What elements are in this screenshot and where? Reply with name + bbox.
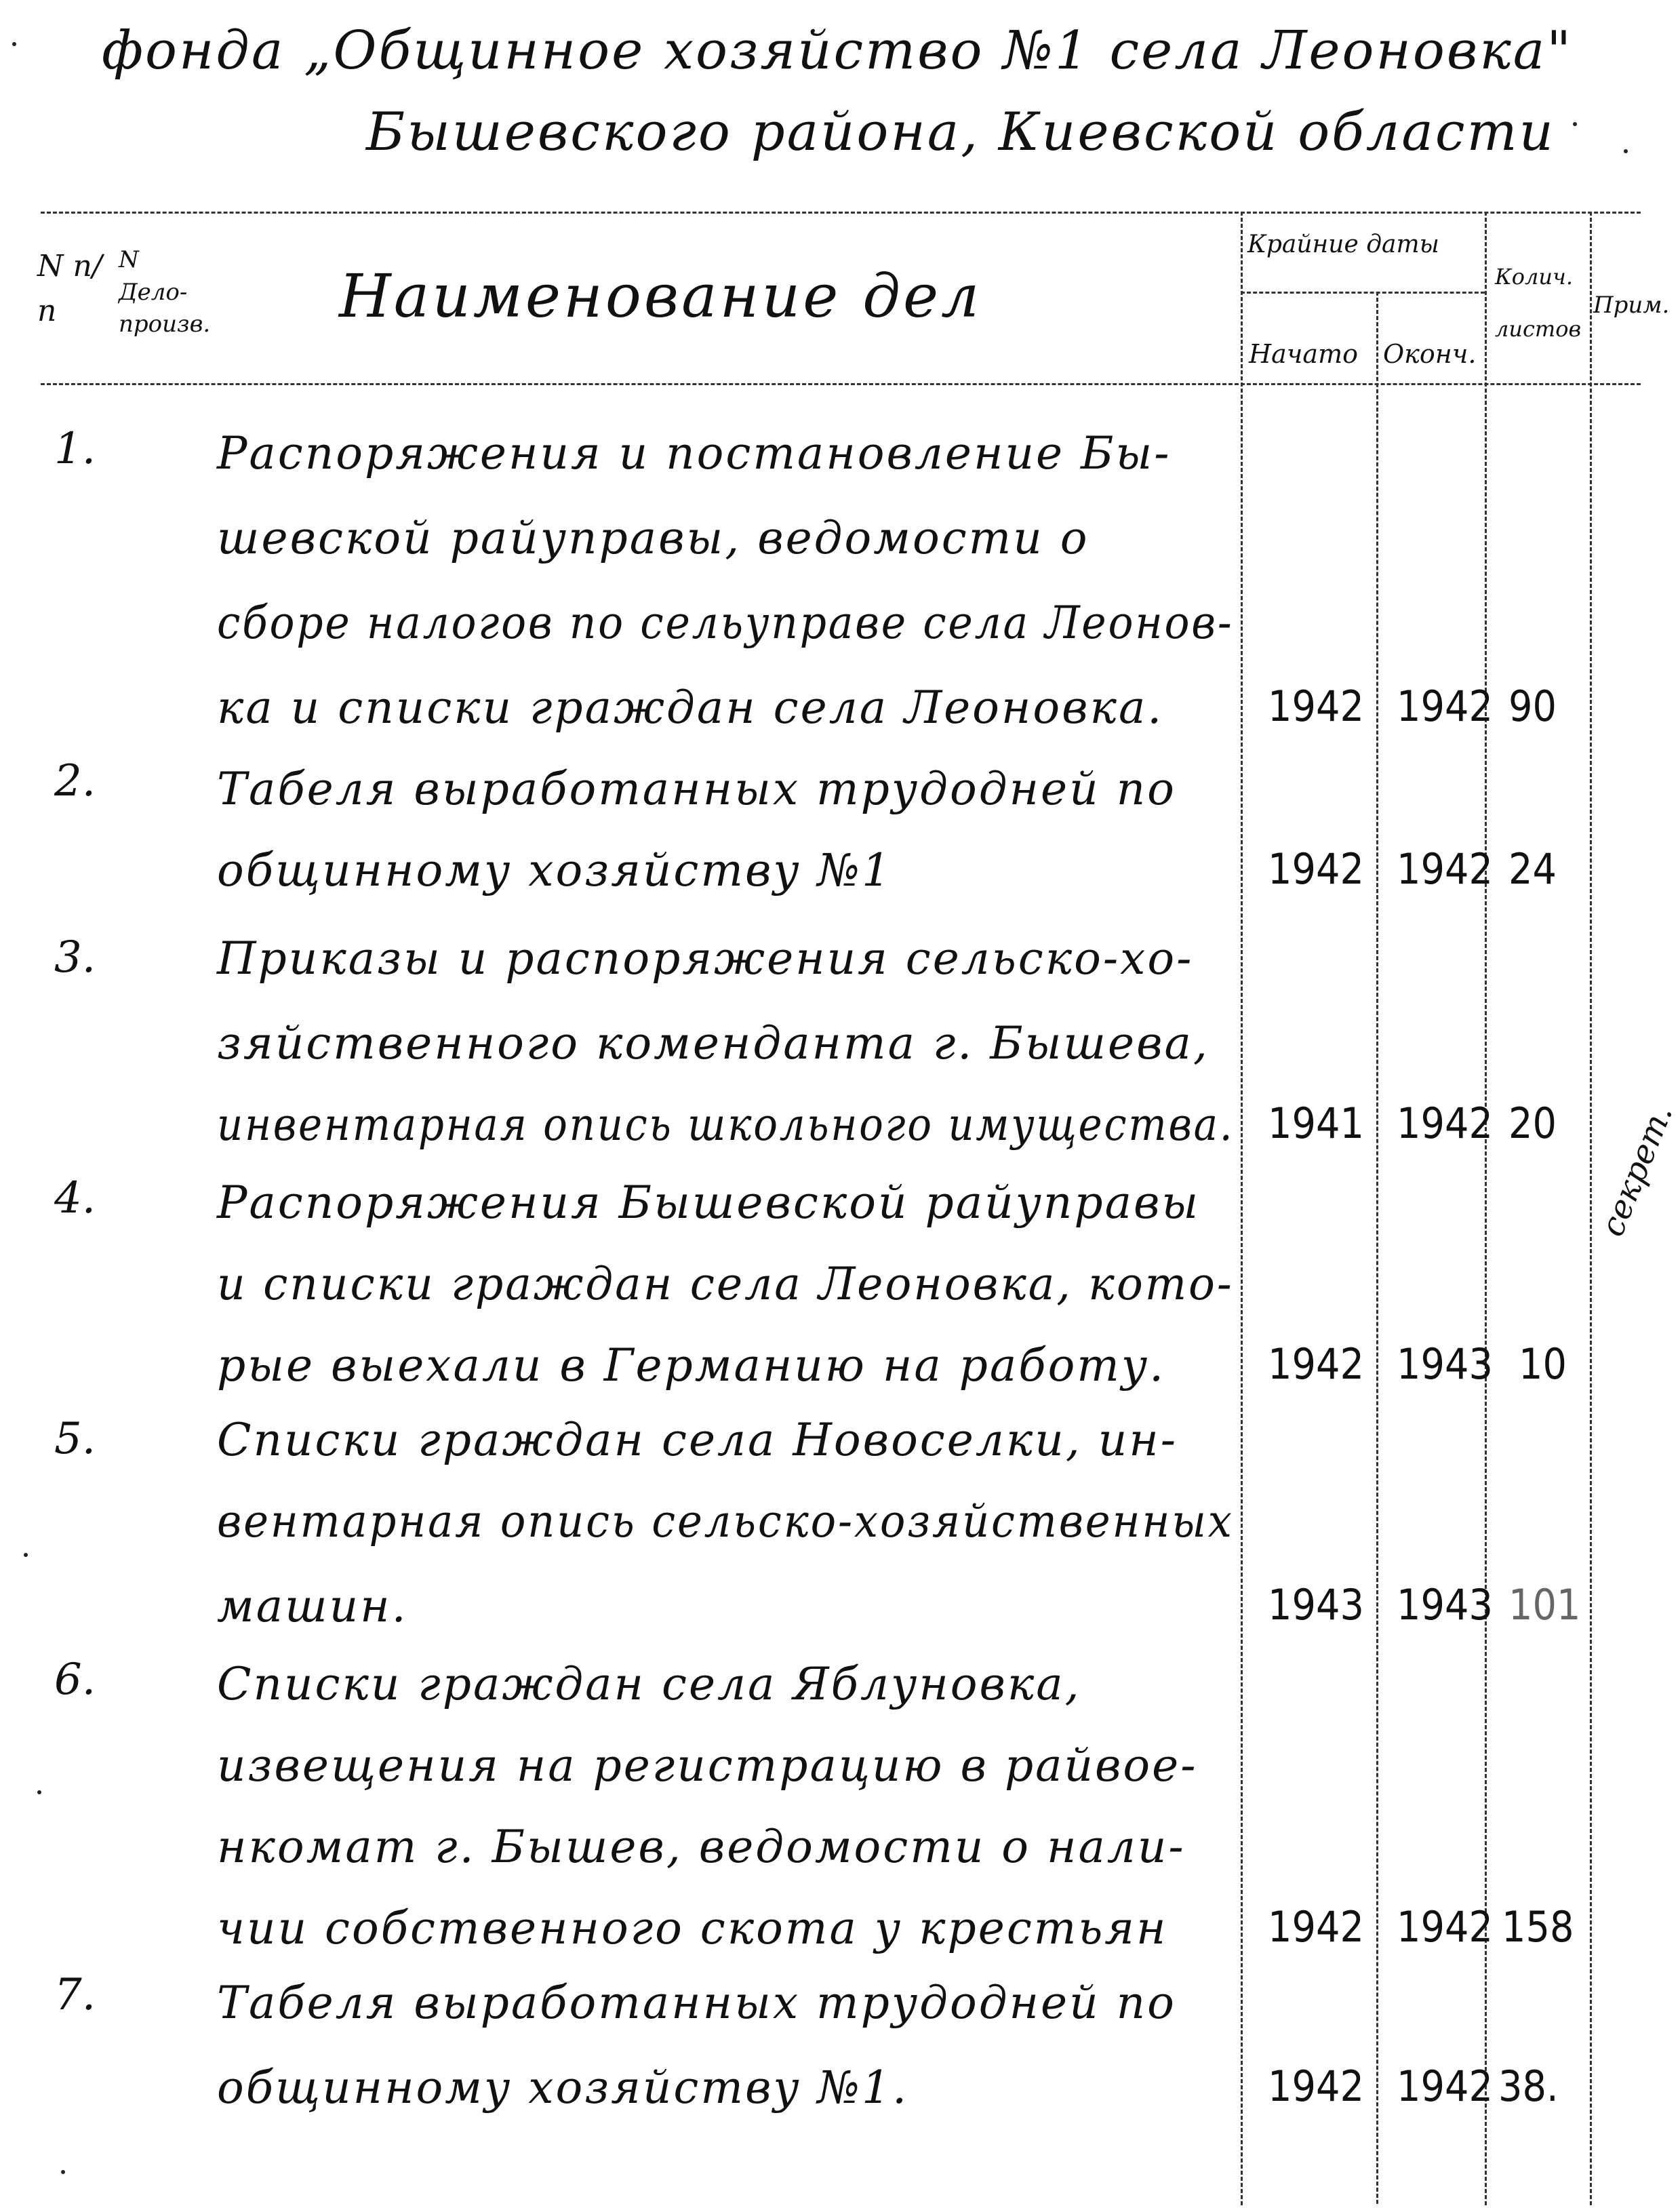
scan-speck (37, 1790, 41, 1794)
row-2-end: 1942 (1397, 844, 1493, 894)
table-top-rule (41, 212, 1641, 214)
row-5-line-3: машин. (217, 1580, 408, 1632)
row-5-line-2: вентарная опись сельско-хозяйственных (217, 1495, 1234, 1547)
scan-speck (24, 1553, 28, 1557)
row-1-line-1: Распоряжения и постановление Бы- (217, 427, 1172, 479)
row-1-number: 1. (54, 424, 96, 474)
row-7-line-2: общинному хозяйству №1. (217, 2061, 909, 2114)
row-4-line-1: Распоряжения Бышевской райуправы (217, 1177, 1201, 1229)
col-note: Прим. (1593, 292, 1670, 319)
margin-note: секрет. (1593, 1099, 1680, 1242)
row-1-end: 1942 (1397, 682, 1493, 731)
row-1-line-2: шевской райуправы, ведомости о (217, 512, 1089, 564)
row-2-sheets: 24 (1508, 844, 1557, 894)
row-2-line-2: общинному хозяйству №1 (217, 844, 893, 896)
row-6-start: 1942 (1268, 1902, 1364, 1952)
row-3-line-2: зяйственного коменданта г. Бышева, (217, 1017, 1209, 1069)
col-dates: Крайние даты (1247, 231, 1439, 258)
row-2-number: 2. (54, 756, 96, 806)
row-6-sheets: 158 (1502, 1902, 1574, 1952)
row-6-end: 1942 (1397, 1902, 1493, 1952)
row-5-sheets: 101 (1508, 1580, 1581, 1630)
row-6-line-2: извещения на регистрацию в райвое- (217, 1739, 1198, 1792)
scan-speck (61, 2170, 65, 2174)
row-3-start: 1941 (1268, 1099, 1364, 1148)
row-4-sheets: 10 (1519, 1339, 1567, 1389)
row-3-number: 3. (54, 932, 96, 983)
scan-speck (12, 42, 16, 46)
col-start: Начато (1249, 339, 1358, 369)
row-4-line-3: рые выехали в Германию на работу. (217, 1339, 1166, 1392)
row-1-start: 1942 (1268, 682, 1364, 731)
col-end: Оконч. (1383, 339, 1477, 369)
row-6-line-4: чии собственного скота у крестьян (217, 1902, 1168, 1954)
fond-title: фонда „Общинное хозяйство №1 села Леоновка" (102, 20, 1574, 81)
col-num-delo: N Дело-произв. (119, 246, 211, 338)
dates-sub-rule (1241, 292, 1485, 294)
row-5-number: 5. (54, 1414, 96, 1464)
header-bottom-rule (41, 383, 1641, 385)
row-7-start: 1942 (1268, 2061, 1364, 2111)
fond-region: Бышевского района, Киевской области (366, 102, 1555, 163)
row-1-sheets: 90 (1508, 682, 1557, 731)
col-count: Колич. листов (1495, 264, 1582, 342)
row-3-line-1: Приказы и распоряжения сельско-хо- (217, 932, 1194, 985)
scan-speck (1573, 122, 1577, 126)
row-6-number: 6. (54, 1655, 96, 1705)
row-2-line-1: Табеля выработанных трудодней по (217, 763, 1176, 815)
row-4-number: 4. (54, 1173, 96, 1223)
col-num-pp: N п/п (37, 249, 102, 328)
row-7-end: 1942 (1397, 2061, 1493, 2111)
row-2-start: 1942 (1268, 844, 1364, 894)
row-7-number: 7. (54, 1970, 96, 2020)
col-name: Наименование дел (339, 261, 982, 331)
row-7-sheets: 38. (1498, 2061, 1559, 2111)
row-3-line-3: инвентарная опись школьного имущества. (217, 1099, 1235, 1151)
row-4-start: 1942 (1268, 1339, 1364, 1389)
row-5-line-1: Списки граждан села Новоселки, ин- (217, 1414, 1178, 1466)
row-4-end: 1943 (1397, 1339, 1493, 1389)
row-5-start: 1943 (1268, 1580, 1364, 1630)
row-3-sheets: 20 (1508, 1099, 1557, 1148)
row-1-line-3: сборе налогов по сельуправе села Леонов- (217, 597, 1234, 649)
row-4-line-2: и списки граждан села Леоновка, кото- (217, 1258, 1234, 1310)
scan-speck (1624, 149, 1628, 153)
row-3-end: 1942 (1397, 1099, 1493, 1148)
name-column-rule (1241, 212, 1243, 2205)
row-6-line-1: Списки граждан села Яблуновка, (217, 1658, 1081, 1710)
row-5-end: 1943 (1397, 1580, 1493, 1630)
row-7-line-1: Табеля выработанных трудодней по (217, 1977, 1176, 2029)
row-1-line-4: ка и списки граждан села Леоновка. (217, 682, 1164, 734)
row-6-line-3: нкомат г. Бышев, ведомости о нали- (217, 1821, 1186, 1873)
note-rule (1590, 212, 1592, 2205)
start-end-rule (1376, 292, 1378, 2204)
